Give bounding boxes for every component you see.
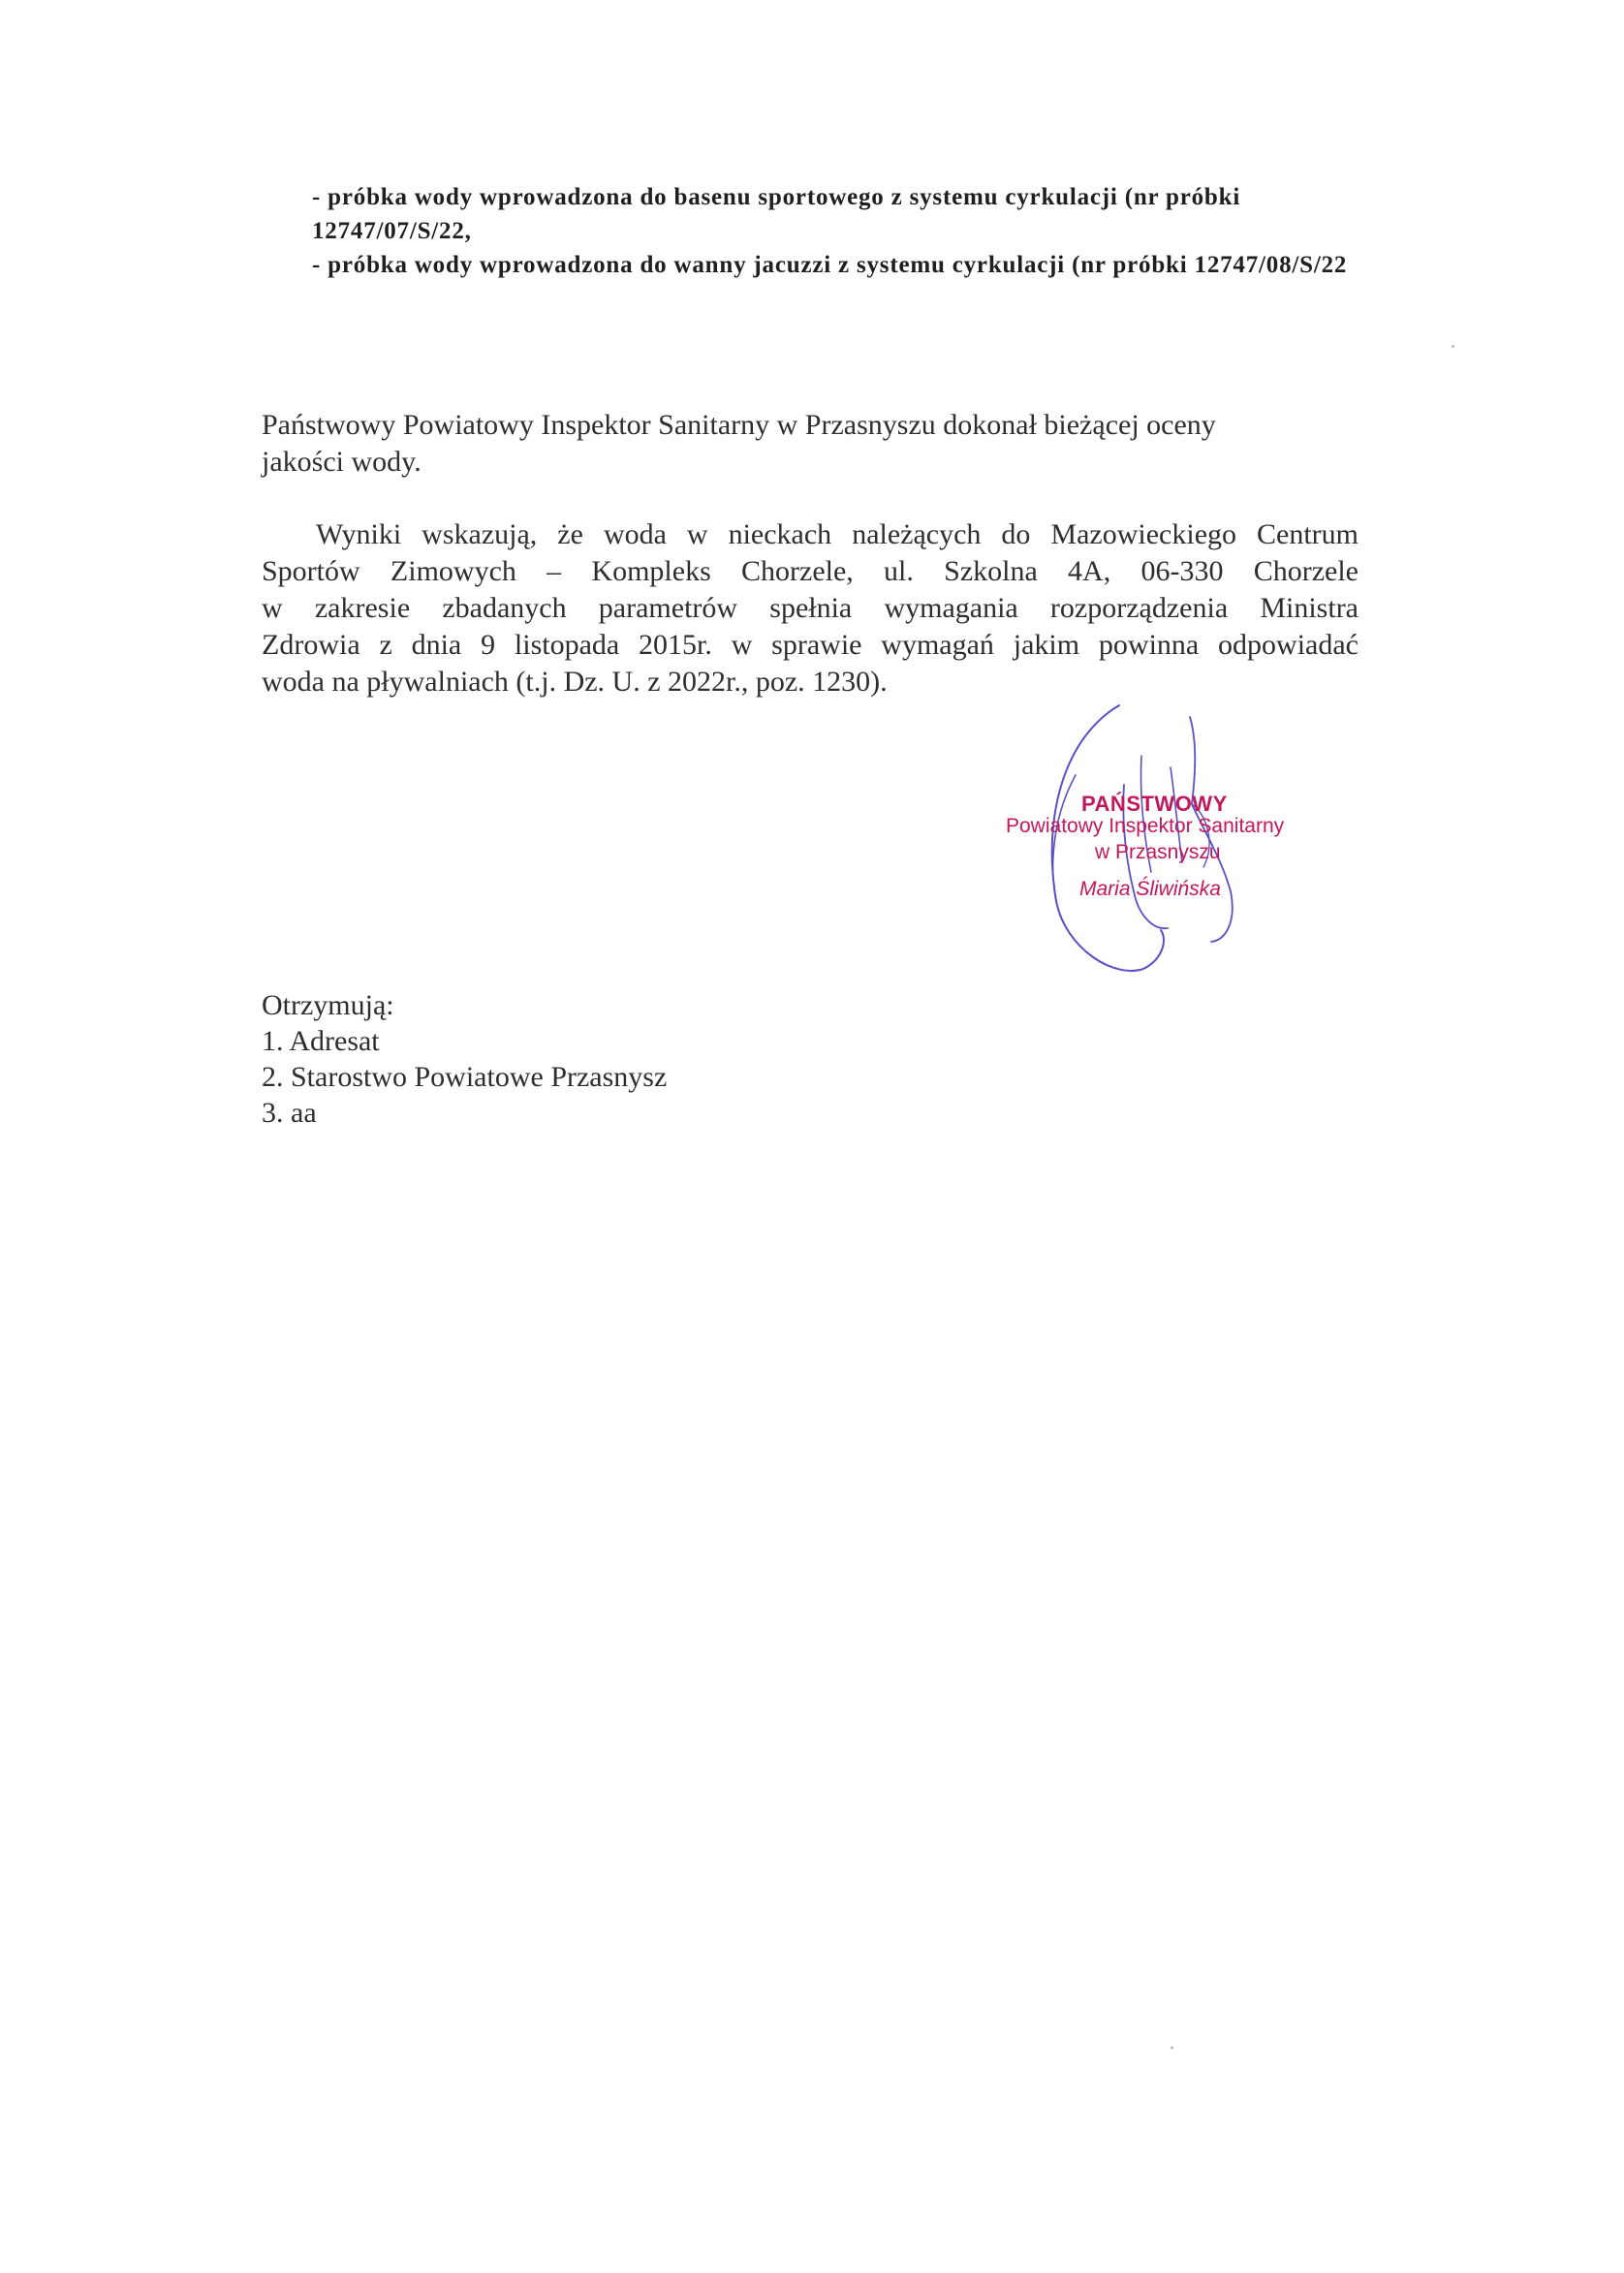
sample-line-2: 12747/07/S/22, [312, 218, 472, 244]
recipients-heading: Otrzymują: [262, 989, 394, 1021]
stamp-office: Powiatowy Inspektor Sanitarny [1006, 815, 1285, 837]
results-paragraph [262, 516, 1359, 701]
recipient-item: 1. Adresat [262, 1025, 380, 1057]
sample-line-1: - próbka wody wprowadzona do basenu sportowego z systemu cyrkulacji (nr próbki [312, 184, 1241, 210]
stamp-name: Maria Śliwińska [1079, 878, 1221, 900]
assessment-line-2: jakości wody. [262, 446, 422, 478]
stamp-title: PAŃSTWOWY [1081, 792, 1228, 816]
recipient-item: 2. Starostwo Powiatowe Przasnysz [262, 1061, 668, 1093]
results-line-3: w zakresie zbadanych parametrów spełnia wymagania rozporządzenia Ministra [262, 592, 1359, 624]
recipients-list [262, 987, 667, 1131]
sample-list [312, 180, 1407, 282]
official-stamp [998, 698, 1337, 988]
assessment-paragraph [262, 407, 1327, 481]
assessment-line-1: Państwowy Powiatowy Inspektor Sanitarny w Przasnyszu dokonał bieżącej oceny [262, 409, 1216, 441]
stamp-text [998, 698, 1337, 988]
results-line-2: Sportów Zimowych – Kompleks Chorzele, ul. Szkolna 4A, 06-330 Chorzele [262, 555, 1359, 587]
stamp-location: w Przasnyszu [1095, 841, 1221, 863]
recipient-item: 3. aa [262, 1097, 317, 1129]
results-line-1: Wyniki wskazują, że woda w nieckach należących do Mazowieckiego Centrum [316, 518, 1359, 550]
results-line-5: woda na pływalniach (t.j. Dz. U. z 2022r., poz. 1230). [262, 666, 888, 698]
results-line-4: Zdrowia z dnia 9 listopada 2015r. w sprawie wymagań jakim powinna odpowiadać [262, 629, 1359, 661]
scan-speck [1171, 2046, 1173, 2049]
scan-speck [1452, 345, 1454, 348]
sample-line-3: - próbka wody wprowadzona do wanny jacuzzi z systemu cyrkulacji (nr próbki 12747/08/S/22 [312, 252, 1348, 278]
